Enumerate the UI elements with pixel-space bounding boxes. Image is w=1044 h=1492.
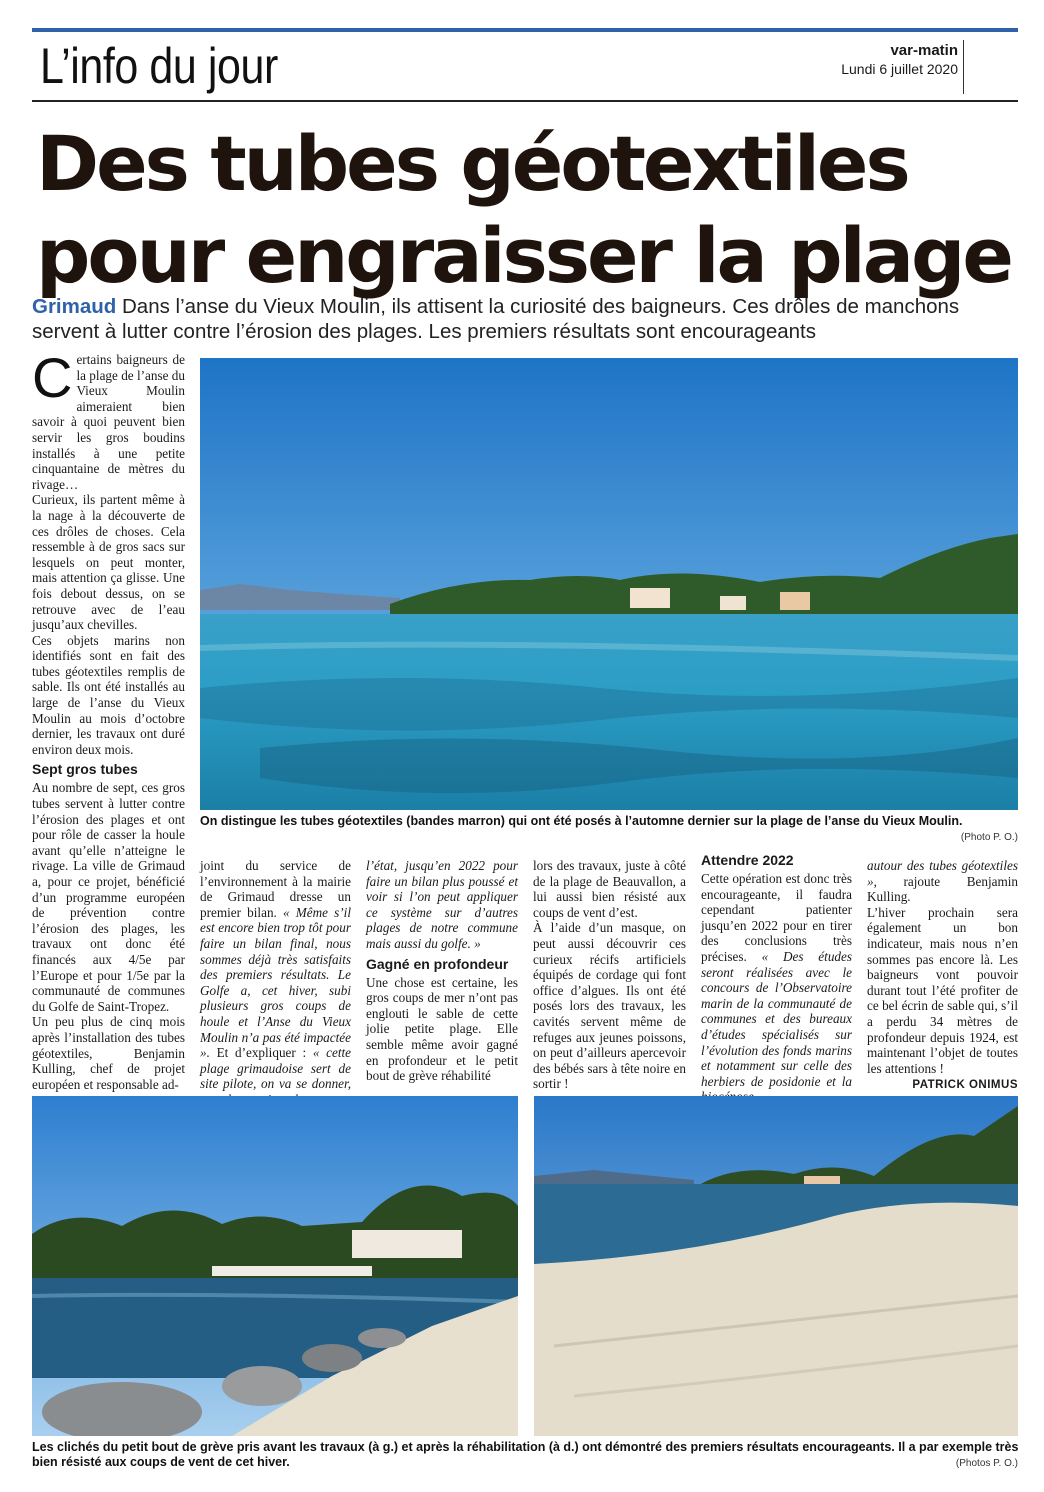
header-rule	[32, 100, 1018, 102]
column4-paragraph-1: lors des travaux, juste à côté de la plage de Beauvallon, a lui aussi bien résisté aux coups de vent d’est.	[533, 858, 686, 920]
main-photo-credit: (Photo P. O.)	[960, 832, 1018, 843]
author-signature: PATRICK ONIMUS	[912, 1079, 1018, 1092]
bottom-photos-caption: Les clichés du petit bout de grève pris avant les travaux (à g.) et après la réhabilitation (à d.) ont démontré des premiers résultats encourageants. Il a par exemple très bien résisté aux coups de vent de cet hiver.	[32, 1440, 1019, 1469]
article-column-4	[533, 858, 686, 1092]
headline-line-1: Des tubes géotextiles	[36, 119, 908, 208]
column2-text-1: joint du service de l’environnement à la mairie de Grimaud dresse un premier bilan.	[200, 858, 351, 920]
column4-paragraph-2: À l’aide d’un masque, on peut aussi découvrir ces curieux récifs artificiels équipés de cordage qui font office d’algues. Ils ont été posés lors des travaux, les cavités servent même de refuges aux jeunes poissons, on peut d’ailleurs apercevoir des bébés sars à tête noire en sortir !	[533, 920, 686, 1092]
bottom-photos-credit: (Photos P. O.)	[955, 1458, 1018, 1469]
column5-text-1: Cette opération est donc très encourageante, il faudra cependant patienter jusqu’en 2022 pour en tirer des conclusions très précises.	[701, 871, 852, 964]
photo-after-works	[534, 1096, 1018, 1436]
subheading-sept-gros-tubes: Sept gros tubes	[32, 761, 138, 778]
column2-quote-1: « Même s’il est encore bien trop tôt pour faire un bilan final, nous sommes déjà très satisfaits des premiers résultats. Le Golfe a, cet hiver, subi plusieurs gros coups de houle et l’Anse du Vieux Moulin n’a pas été impactée ».	[200, 904, 351, 1061]
column3-quote: l’état, jusqu’en 2022 pour faire un bilan plus poussé et voir si l’on peut appliquer ce système sur d’autres plages de notre commune mais aussi du golfe. »	[366, 858, 518, 951]
standfirst-text: Dans l’anse du Vieux Moulin, ils attisent la curiosité des baigneurs. Ces drôles de manchons servent à lutter contre l’érosion des plages. Les premiers résultats sont encourageants	[32, 295, 960, 343]
column1-paragraph-1: ertains baigneurs de la plage de l’anse du Vieux Moulin aimeraient bien savoir à quoi peuvent bien servir les gros boudins installés à une petite cinquantaine de mètres du rivage…	[32, 352, 185, 492]
publication-date: Lundi 6 juillet 2020	[841, 61, 958, 77]
photo-before-works	[32, 1096, 518, 1436]
photo-before-image	[32, 1096, 518, 1436]
column1-paragraph-3: Ces objets marins non identifiés sont en fait des tubes géotextiles remplis de sable. Ils ont été installés au large de l’anse du Vieux Moulin au mois d’octobre dernier, les travaux ont duré environ deux mois.	[32, 632, 185, 757]
column1-paragraph-5: Un peu plus de cinq mois après l’installation des tubes géotextiles, Benjamin Kulling, chef de projet européen et responsable ad-	[32, 1014, 185, 1092]
main-photo-caption: On distingue les tubes géotextiles (bandes marron) qui ont été posés à l’automne dernier sur la plage de l’anse du Vieux Moulin.	[200, 814, 963, 828]
column1-paragraph-4: Au nombre de sept, ces gros tubes servent à lutter contre l’érosion des plages et ont pour rôle de casser la houle avant qu’elle n’atteigne le rivage. La ville de Grimaud a, pour ce projet, bénéficié d’un programme européen de prévention contre l’érosion des plages, les travaux ont donc été financés aux 4/5e par l’Europe et pour 1/5e par la communauté de communes du Golfe de Saint-Tropez.	[32, 780, 185, 1014]
top-accent-bar	[32, 28, 1018, 32]
column1-paragraph-2: Curieux, ils partent même à la nage à la découverte de ces drôles de choses. Cela ressemble à de gros sacs sur lesquels on peut monter, mais attention ça glisse. Une fois debout dessus, on se retrouve avec de l’eau jusqu’aux chevilles.	[32, 492, 185, 633]
column3-paragraph-1: Une chose est certaine, les gros coups de mer n’ont pas englouti le sable de cette jolie petite plage. Elle semble même avoir gagné en profondeur et le petit bout de grève réhabilité	[366, 974, 518, 1084]
column6-paragraph-2: L’hiver prochain sera également un bon indicateur, mais nous n’en sommes pas encore là. Les baigneurs vont pouvoir durant tout l’été profiter de ce bel écrin de sable qui, s’il a perdu 34 mètres de profondeur depuis 1924, est maintenant l’objet de toutes les attentions !	[867, 904, 1018, 1076]
subheading-attendre-2022: Attendre 2022	[701, 852, 794, 868]
article-headline	[36, 118, 1016, 302]
newspaper-name: var-matin	[890, 42, 958, 59]
article-column-5	[701, 852, 852, 1105]
headline-line-2: pour engraisser la plage	[36, 211, 1011, 300]
column5-quote: « Des études seront réalisées avec le concours de l’Observatoire marin de la communauté de communes et des bureaux d’études spécialisés sur l’évolution des fonds marins et notamment sur celle des herbiers de posidonie et la	[701, 948, 852, 1089]
masthead-divider	[963, 40, 964, 94]
column2-quote-2: « cette plage grimaudoise sert de site pilote, on va se donner,	[200, 1045, 352, 1092]
column6-text-1: , rajoute Benjamin Kulling.	[867, 873, 1018, 905]
main-photo-image	[200, 358, 1018, 810]
main-photo-bay	[200, 358, 1018, 810]
article-column-6	[867, 858, 1018, 1094]
section-rubric: L’info du jour	[40, 38, 278, 94]
article-column-1	[32, 346, 185, 1092]
subheading-gagne-en-profondeur: Gagné en profondeur	[366, 955, 509, 972]
photo-after-image	[534, 1096, 1018, 1436]
article-column-2	[200, 858, 351, 1108]
column6-quote: autour des tubes géotextiles »	[867, 858, 1018, 889]
standfirst-place: Grimaud	[32, 295, 117, 318]
standfirst	[32, 294, 1022, 344]
masthead	[841, 42, 958, 78]
column2-text-2: Et d’expliquer :	[209, 1045, 313, 1061]
article-column-3	[366, 858, 518, 1084]
drop-cap: C	[32, 346, 73, 409]
